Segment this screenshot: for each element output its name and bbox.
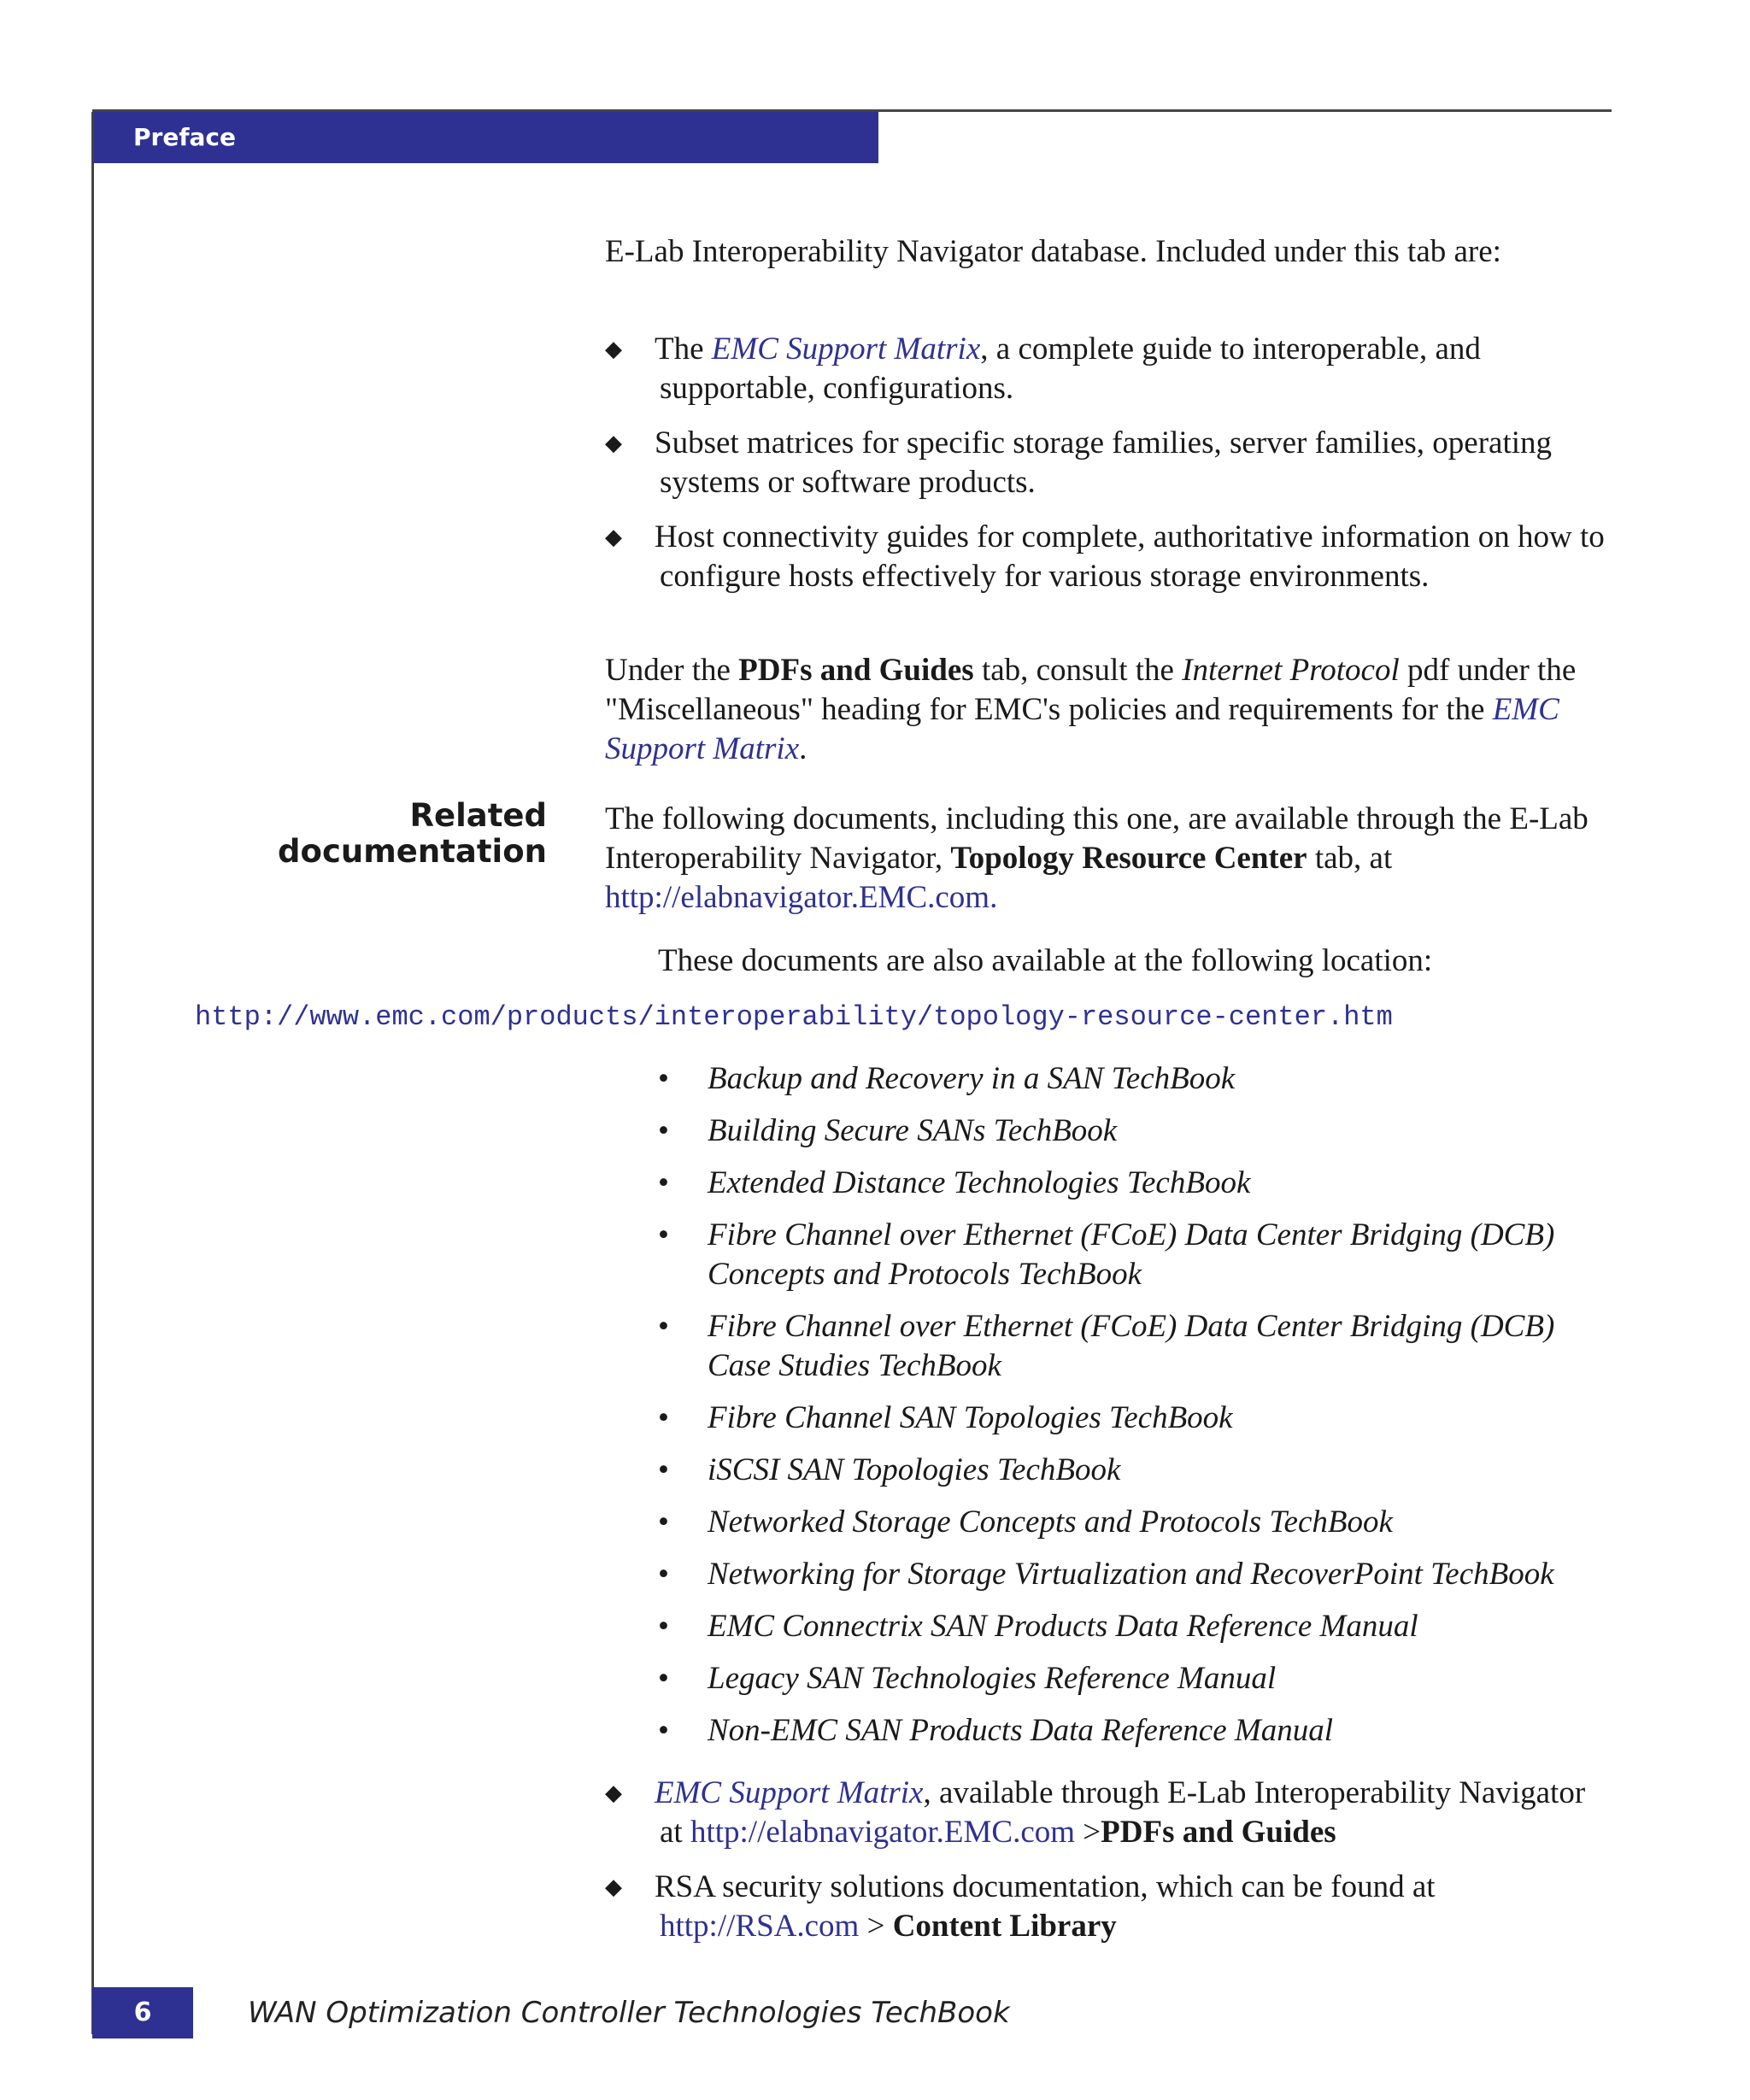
topology-resource-center-url[interactable]: http://www.emc.com/products/interoperability/topology-resource-center.htm <box>195 1001 1393 1033</box>
heading-line: Related <box>409 797 547 834</box>
document-list <box>658 1059 1624 1763</box>
document-title: Networked Storage Concepts and Protocols TechBook <box>708 1505 1393 1540</box>
diamond-bullet-icon: ◆ <box>605 1874 622 1899</box>
dot-bullet-icon: • <box>658 1061 669 1096</box>
document-list-item <box>658 1451 1624 1490</box>
document-title: Networking for Storage Virtualization and RecoverPoint TechBook <box>708 1557 1554 1592</box>
bullet-text: Subset matrices for specific storage families, server families, operating systems or software products. <box>655 425 1553 500</box>
margin-rule <box>91 112 94 2034</box>
diamond-bullet-icon: ◆ <box>605 525 622 549</box>
esm-bullet <box>605 1774 1613 1852</box>
pdfs-paragraph <box>605 651 1613 769</box>
document-title: Backup and Recovery in a SAN TechBook <box>708 1061 1236 1096</box>
dot-bullet-icon: • <box>658 1165 669 1200</box>
dot-bullet-icon: • <box>658 1609 669 1644</box>
document-title: Fibre Channel over Ethernet (FCoE) Data Center Bridging (DCB) Case Studies TechBook <box>708 1309 1555 1383</box>
document-list-item <box>658 1112 1624 1151</box>
document-title: EMC Connectrix SAN Products Data Reference Manual <box>708 1609 1418 1644</box>
document-title: Building Secure SANs TechBook <box>708 1113 1118 1148</box>
text: RSA security solutions documentation, which can be found at <box>655 1869 1436 1904</box>
bullet-text: Host connectivity guides for complete, authoritative information on how to configure hosts effectively for various storage environments. <box>655 519 1605 594</box>
text: > <box>859 1909 893 1944</box>
document-list-item <box>658 1555 1624 1594</box>
emc-support-matrix-link[interactable]: EMC Support Matrix <box>711 331 981 367</box>
text: tab, at <box>1307 841 1393 876</box>
dot-bullet-icon: • <box>658 1113 669 1148</box>
bold-text: PDFs and Guides <box>738 653 974 688</box>
document-title: Extended Distance Technologies TechBook <box>708 1165 1251 1200</box>
diamond-bullet-icon: ◆ <box>605 431 622 455</box>
emc-support-matrix-link[interactable]: EMC Support Matrix <box>655 1775 924 1810</box>
document-list-item <box>658 1216 1624 1294</box>
document-list-item <box>658 1399 1624 1438</box>
intro-line: E-Lab Interoperability Navigator database. Included under this tab are: <box>605 234 1501 269</box>
italic-text: Internet Protocol <box>1182 653 1400 688</box>
dot-bullet-icon: • <box>658 1661 669 1696</box>
dot-bullet-icon: • <box>658 1217 669 1252</box>
dot-bullet-icon: • <box>658 1713 669 1748</box>
text: Under the <box>605 653 739 688</box>
text: tab, consult the <box>973 653 1183 688</box>
document-list-item <box>658 1503 1624 1542</box>
document-list-item <box>658 1659 1624 1698</box>
book-title: WAN Optimization Controller Technologies TechBook <box>248 1996 1010 2030</box>
text: , available through E-Lab Interoperability Navigator at <box>660 1775 1586 1850</box>
bold-text: Topology Resource Center <box>950 841 1307 876</box>
intro-paragraph <box>605 232 1613 272</box>
section-tab: Preface <box>92 112 878 163</box>
emc-support-matrix-link[interactable]: EMC Support Matrix <box>605 692 1559 766</box>
text: > <box>1075 1815 1101 1850</box>
document-title: Non-EMC SAN Products Data Reference Manual <box>708 1713 1333 1748</box>
rsa-link[interactable]: http://RSA.com <box>660 1909 860 1944</box>
bullet-text: , a complete guide to interoperable, and supportable, configurations. <box>660 331 1481 406</box>
dot-bullet-icon: • <box>658 1400 669 1435</box>
document-title: Fibre Channel SAN Topologies TechBook <box>708 1400 1233 1435</box>
document-title: Fibre Channel over Ethernet (FCoE) Data Center Bridging (DCB) Concepts and Protocols TechBook <box>708 1217 1555 1292</box>
heading-line: documentation <box>278 833 547 870</box>
text: The following documents, including this one, are available through the E-Lab Interoperability Navigator, <box>605 801 1589 876</box>
rsa-bullet <box>605 1868 1613 1946</box>
intro-bullet-2 <box>605 424 1613 502</box>
related-documentation-heading <box>256 798 547 870</box>
text: pdf under the "Miscellaneous" heading for EMC's policies and requirements for the <box>605 653 1577 727</box>
dot-bullet-icon: • <box>658 1505 669 1540</box>
diamond-bullet-icon: ◆ <box>605 1780 622 1805</box>
elabnavigator-link[interactable]: http://elabnavigator.EMC.com. <box>605 880 998 915</box>
related-paragraph <box>605 800 1613 918</box>
intro-bullet-3 <box>605 518 1613 596</box>
document-list-item <box>658 1607 1624 1646</box>
diamond-bullet-icon: ◆ <box>605 337 622 361</box>
also-available-line: These documents are also available at the following location: <box>658 943 1433 978</box>
dot-bullet-icon: • <box>658 1309 669 1344</box>
dot-bullet-icon: • <box>658 1557 669 1592</box>
elabnavigator-link[interactable]: http://elabnavigator.EMC.com <box>690 1815 1076 1850</box>
bullet-text: The <box>655 331 712 367</box>
document-list-item <box>658 1059 1624 1099</box>
document-title: iSCSI SAN Topologies TechBook <box>708 1452 1121 1487</box>
bold-text: PDFs and Guides <box>1101 1815 1336 1850</box>
document-list-item <box>658 1164 1624 1203</box>
bold-text: Content Library <box>892 1909 1117 1944</box>
document-list-item <box>658 1711 1624 1751</box>
text: . <box>799 731 807 766</box>
intro-bullet-1 <box>605 330 1613 408</box>
page-number: 6 <box>92 1987 193 2038</box>
document-title: Legacy SAN Technologies Reference Manual <box>708 1661 1277 1696</box>
dot-bullet-icon: • <box>658 1452 669 1487</box>
document-list-item <box>658 1307 1624 1386</box>
